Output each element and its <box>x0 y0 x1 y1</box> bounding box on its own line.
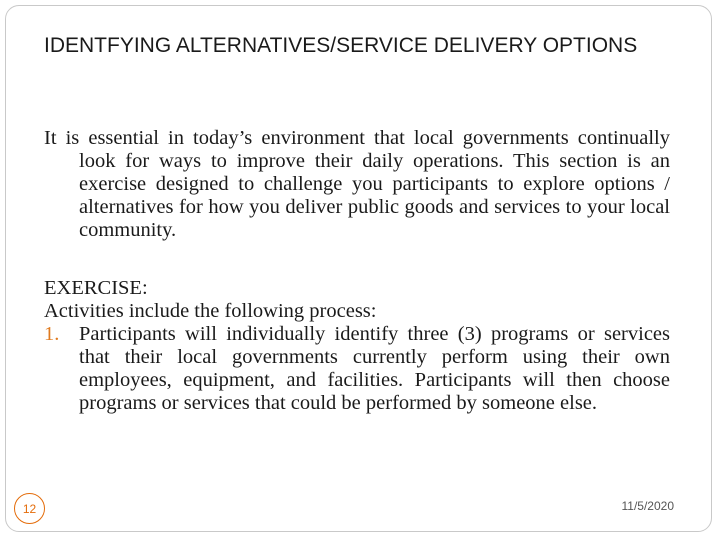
intro-paragraph: It is essential in today’s environment that local governments continually look for ways to improve their daily operations. This section is an exercise designed to challenge you participants to explore options / alternatives for how you deliver public goods and services to your local community. <box>44 127 670 241</box>
list-item-number: 1. <box>44 323 60 345</box>
exercise-heading: EXERCISE: <box>44 277 148 299</box>
page-number: 12 <box>22 501 37 516</box>
exercise-section <box>44 277 670 415</box>
list-item-text: Participants will individually identify three (3) programs or services that their local governments currently perform using their own employees, equipment, and facilities. Participants will then choose programs or services that could be performed by someone else. <box>79 323 670 414</box>
slide-date: 11/5/2020 <box>621 499 674 513</box>
list-item <box>44 323 670 415</box>
slide-frame <box>5 5 712 532</box>
exercise-intro: Activities include the following process: <box>44 300 377 322</box>
page-number-badge <box>14 493 45 524</box>
slide-title: IDENTFYING ALTERNATIVES/SERVICE DELIVERY OPTIONS <box>44 34 638 57</box>
